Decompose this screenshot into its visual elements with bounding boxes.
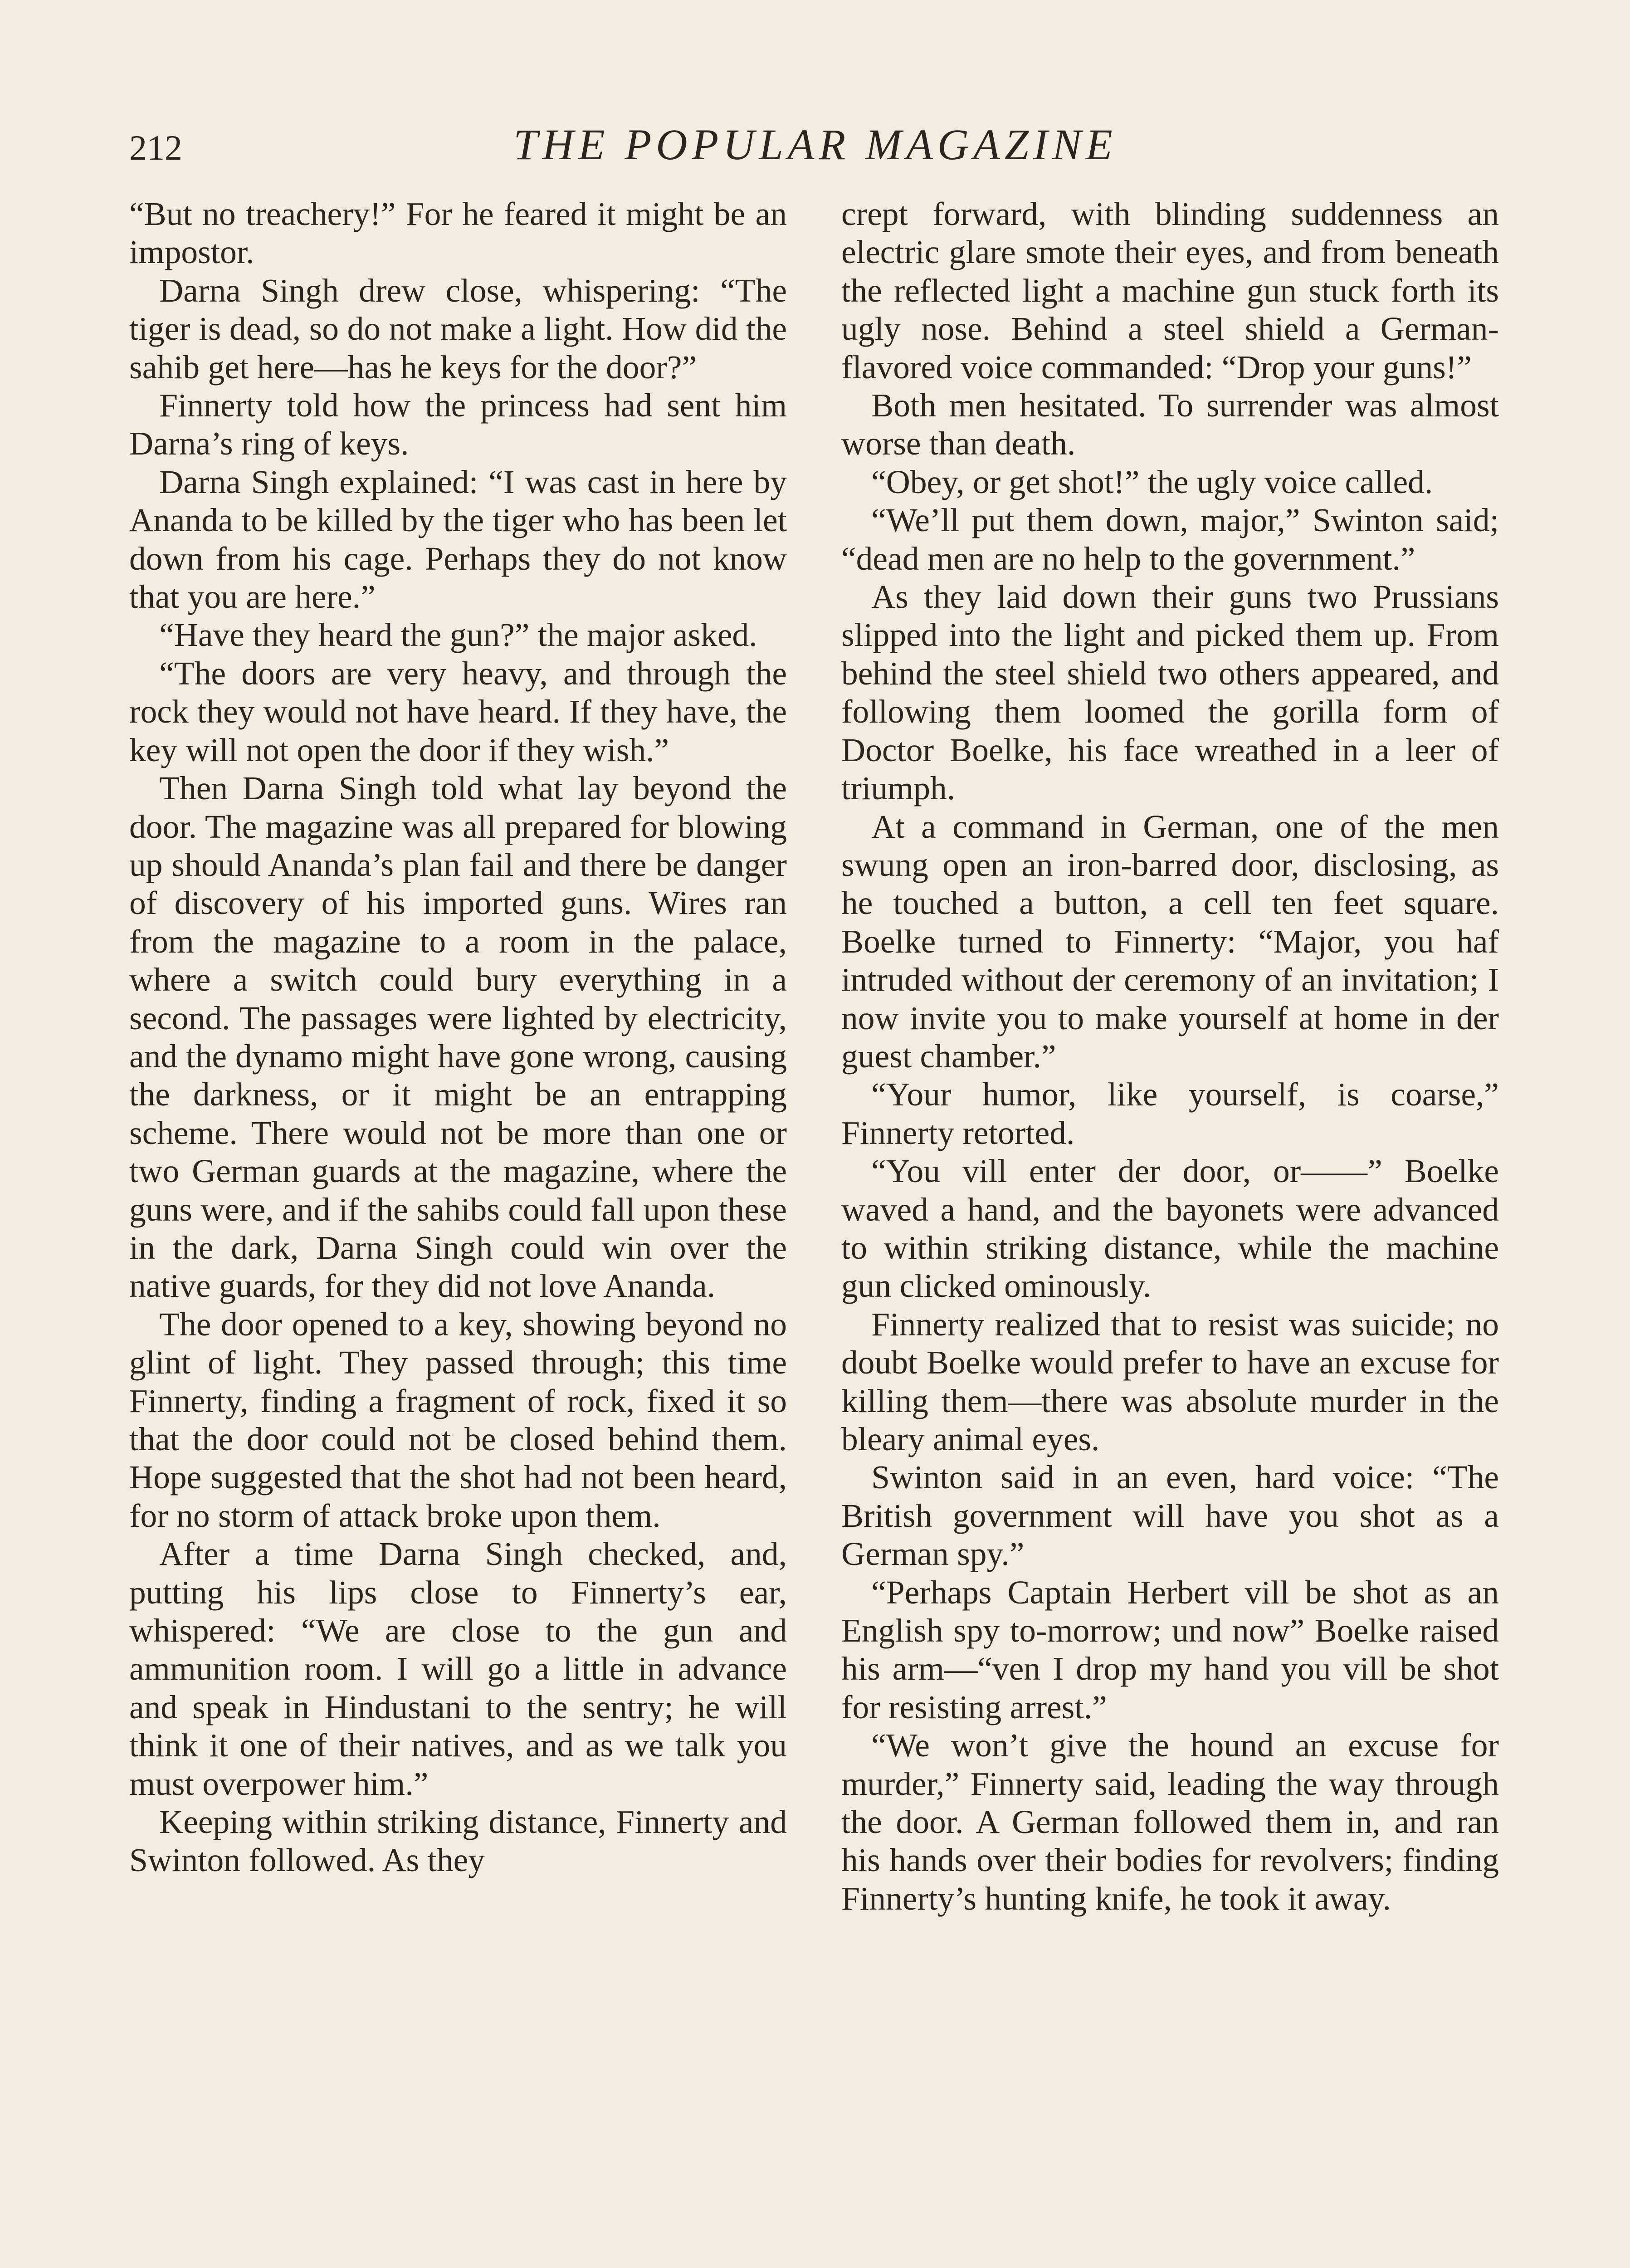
page-header: [129, 119, 1501, 183]
paragraph: Both men hesitated. To surrender was almost worse than death.: [841, 387, 1499, 462]
paragraph: At a command in German, one of the men swung open an iron-barred door, disclosing, as he touched a button, a cell ten feet square. Boelke turned to Finnerty: “Major, you haf intruded without der ceremony of an invitation; I now invite you to make yourself at home in der guest chamber.”: [841, 808, 1499, 1075]
right-column: [841, 195, 1499, 2268]
paragraph: Then Darna Singh told what lay beyond the door. The magazine was all prepared for blowing up should Ananda’s plan fail and there be danger of discovery of his imported guns. Wires ran from the magazine to a room in the palace, where a switch could bury everything in a second. The passages were lighted by electricity, and the dynamo might have gone wrong, causing the darkness, or it might be an entrapping scheme. There would not be more than one or two German guards at the magazine, where the guns were, and if the sahibs could fall upon these in the dark, Darna Singh could win over the native guards, for they did not love Ananda.: [129, 770, 787, 1305]
paragraph: “Perhaps Captain Herbert vill be shot as an English spy to-morrow; und now” Boelke raised his arm—“ven I drop my hand you vill be shot for resisting arrest.”: [841, 1574, 1499, 1725]
paragraph: Finnerty realized that to resist was suicide; no doubt Boelke would prefer to have an excuse for killing them—there was absolute murder in the bleary animal eyes.: [841, 1305, 1499, 1457]
paragraph: “The doors are very heavy, and through the rock they would not have heard. If they have, the key will not open the door if they wish.”: [129, 655, 787, 768]
paragraph: “We won’t give the hound an excuse for murder,” Finnerty said, leading the way through the door. A German followed them in, and ran his hands over their bodies for revolvers; finding Finnerty’s hunting knife, he took it away.: [841, 1727, 1499, 1917]
paragraph: “We’ll put them down, major,” Swinton said; “dead men are no help to the government.”: [841, 502, 1499, 577]
paragraph: Darna Singh drew close, whispering: “The tiger is dead, so do not make a light. How did the sahib get here—has he keys for the door?”: [129, 272, 787, 386]
paragraph: Keeping within striking distance, Finnerty and Swinton followed. As they: [129, 1804, 787, 1879]
paragraph: The door opened to a key, showing beyond no glint of light. They passed through; this time Finnerty, finding a fragment of rock, fixed it so that the door could not be closed behind them. Hope suggested that the shot had not been heard, for no storm of attack broke upon them.: [129, 1305, 787, 1534]
paragraph: “Your humor, like yourself, is coarse,” Finnerty retorted.: [841, 1076, 1499, 1151]
paragraph: Darna Singh explained: “I was cast in here by Ananda to be killed by the tiger who has been let down from his cage. Perhaps they do not know that you are here.”: [129, 463, 787, 616]
paragraph: Finnerty told how the princess had sent him Darna’s ring of keys.: [129, 387, 787, 462]
paragraph: As they laid down their guns two Prussians slipped into the light and picked them up. From behind the steel shield two others appeared, and following them loomed the gorilla form of Doctor Boelke, his face wreathed in a leer of triumph.: [841, 578, 1499, 807]
page-number: 212: [129, 128, 182, 167]
running-head: THE POPULAR MAGAZINE: [513, 120, 1117, 169]
paragraph: After a time Darna Singh checked, and, putting his lips close to Finnerty’s ear, whispered: “We are close to the gun and ammunition room. I will go a little in advance and speak in Hindustani to the sentry; he will think it one of their natives, and as we talk you must overpower him.”: [129, 1535, 787, 1802]
paragraph: “You vill enter der door, or——” Boelke waved a hand, and the bayonets were advanced to within striking distance, while the machine gun clicked ominously.: [841, 1153, 1499, 1305]
paragraph: “Obey, or get shot!” the ugly voice called.: [871, 463, 1433, 500]
paragraph: crept forward, with blinding suddenness an electric glare smote their eyes, and from beneath the reflected light a machine gun stuck forth its ugly nose. Behind a steel shield a German-flavored voice commanded: “Drop your guns!”: [841, 196, 1499, 386]
paragraph: Swinton said in an even, hard voice: “The British government will have you shot as a German spy.”: [841, 1459, 1499, 1573]
left-column: [129, 195, 787, 2268]
paragraph: “Have they heard the gun?” the major asked.: [159, 616, 757, 654]
paragraph: “But no treachery!” For he feared it might be an impostor.: [129, 196, 787, 271]
